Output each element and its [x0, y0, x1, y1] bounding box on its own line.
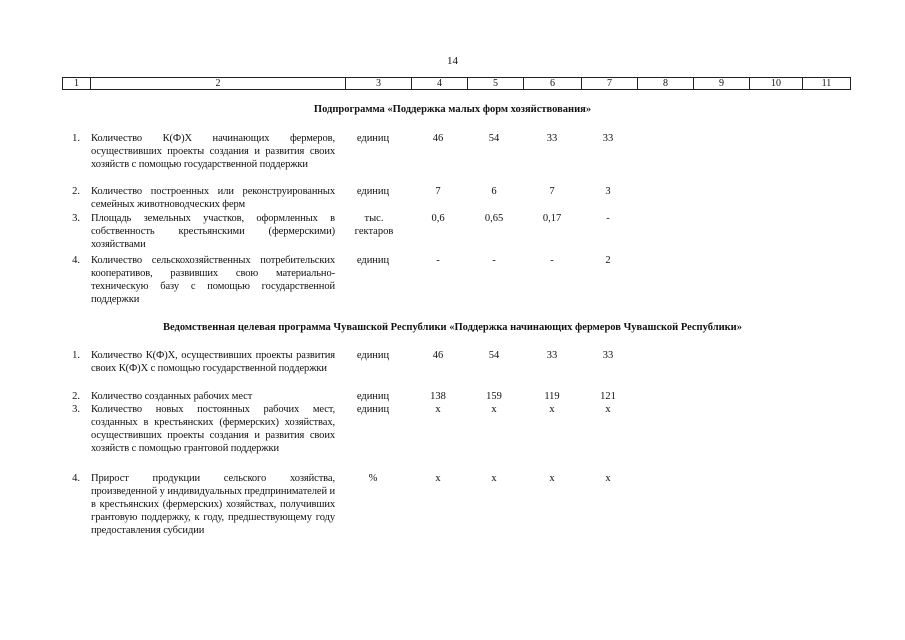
unit-of-measure: единиц — [356, 133, 390, 144]
row-number: 4. — [72, 473, 80, 484]
column-header: 3 — [346, 78, 412, 90]
indicator-name: Площадь земельных участков, оформленных в собственность крестьянскими (фермерскими) хозяйствами — [91, 213, 335, 250]
value-cell: 7 — [549, 186, 555, 197]
value-cell: x — [549, 404, 555, 415]
value-cell: 0,17 — [542, 213, 562, 224]
value-cell: 0,6 — [431, 213, 445, 224]
value-cell: 33 — [546, 350, 558, 361]
value-cell: x — [605, 473, 611, 484]
value-cell: - — [492, 255, 496, 266]
value-cell: x — [435, 473, 441, 484]
value-cell: 7 — [435, 186, 441, 197]
section-title: Ведомственная целевая программа Чувашской Республики «Поддержка начинающих фермеров Чувашской Республики» — [163, 322, 742, 333]
value-cell: x — [435, 404, 441, 415]
column-header: 9 — [694, 78, 750, 90]
indicator-name: Количество сельскохозяйственных потребительских кооперативов, развивших свою материально-техническую базу с помощью государственной поддержки — [91, 255, 335, 305]
row-number: 2. — [72, 186, 80, 197]
value-cell: 33 — [602, 133, 614, 144]
indicator-name: Количество К(Ф)Х, осуществивших проекты развития своих К(Ф)Х с помощью государственной поддержки — [91, 350, 335, 374]
column-header: 4 — [412, 78, 468, 90]
value-cell: 119 — [544, 391, 560, 402]
indicator-name: Прирост продукции сельского хозяйства, произведенной у индивидуальных предпринимателей и в крестьянских (фермерских) хозяйствах, получивших грантовую поддержку, к году, предшествующему году предоставления субсидии — [91, 473, 336, 536]
indicator-name: Количество построенных или реконструированных семейных животноводческих ферм — [91, 186, 335, 210]
row-number: 4. — [72, 255, 80, 266]
row-number: 3. — [72, 404, 80, 415]
value-cell: 138 — [430, 391, 446, 402]
column-header: 11 — [803, 78, 851, 90]
column-header-table — [62, 77, 851, 90]
value-cell: x — [491, 473, 497, 484]
column-header-row — [63, 78, 851, 90]
value-cell: 54 — [488, 133, 500, 144]
column-header: 8 — [638, 78, 694, 90]
row-number: 3. — [72, 213, 80, 224]
value-cell: 33 — [602, 350, 614, 361]
column-header: 7 — [582, 78, 638, 90]
indicator-name: Количество новых постоянных рабочих мест, созданных в крестьянских (фермерских) хозяйствах, осуществивших проекты создания и развития своих хозяйств с помощью грантовой поддержки — [91, 404, 335, 454]
column-header: 1 — [63, 78, 91, 90]
value-cell: 6 — [491, 186, 497, 197]
unit-of-measure: единиц — [356, 255, 390, 266]
value-cell: x — [491, 404, 497, 415]
unit-of-measure: тыс. гектаров — [354, 213, 394, 237]
value-cell: 54 — [488, 350, 500, 361]
column-header: 5 — [468, 78, 524, 90]
value-cell: 0,65 — [484, 213, 504, 224]
value-cell: 46 — [432, 133, 444, 144]
unit-of-measure: единиц — [356, 186, 390, 197]
row-number: 2. — [72, 391, 80, 402]
value-cell: x — [549, 473, 555, 484]
column-header: 6 — [524, 78, 582, 90]
indicator-name: Количество созданных рабочих мест — [91, 391, 253, 402]
value-cell: - — [436, 255, 440, 266]
unit-of-measure: единиц — [356, 350, 390, 361]
column-header: 2 — [91, 78, 346, 90]
row-number: 1. — [72, 133, 80, 144]
value-cell: 46 — [432, 350, 444, 361]
value-cell: 159 — [486, 391, 502, 402]
value-cell: 3 — [605, 186, 611, 197]
value-cell: - — [606, 213, 610, 224]
unit-of-measure: единиц — [356, 391, 390, 402]
value-cell: 2 — [605, 255, 611, 266]
value-cell: - — [550, 255, 554, 266]
row-number: 1. — [72, 350, 80, 361]
column-header: 10 — [750, 78, 803, 90]
value-cell: 33 — [546, 133, 558, 144]
page-number: 14 — [447, 55, 458, 67]
unit-of-measure: единиц — [356, 404, 390, 415]
section-title: Подпрограмма «Поддержка малых форм хозяйствования» — [313, 104, 592, 115]
value-cell: x — [605, 404, 611, 415]
unit-of-measure: % — [368, 473, 378, 484]
indicator-name: Количество К(Ф)Х начинающих фермеров, осуществивших проекты создания и развития своих хозяйств с помощью государственной поддержки — [91, 133, 335, 170]
value-cell: 121 — [600, 391, 616, 402]
